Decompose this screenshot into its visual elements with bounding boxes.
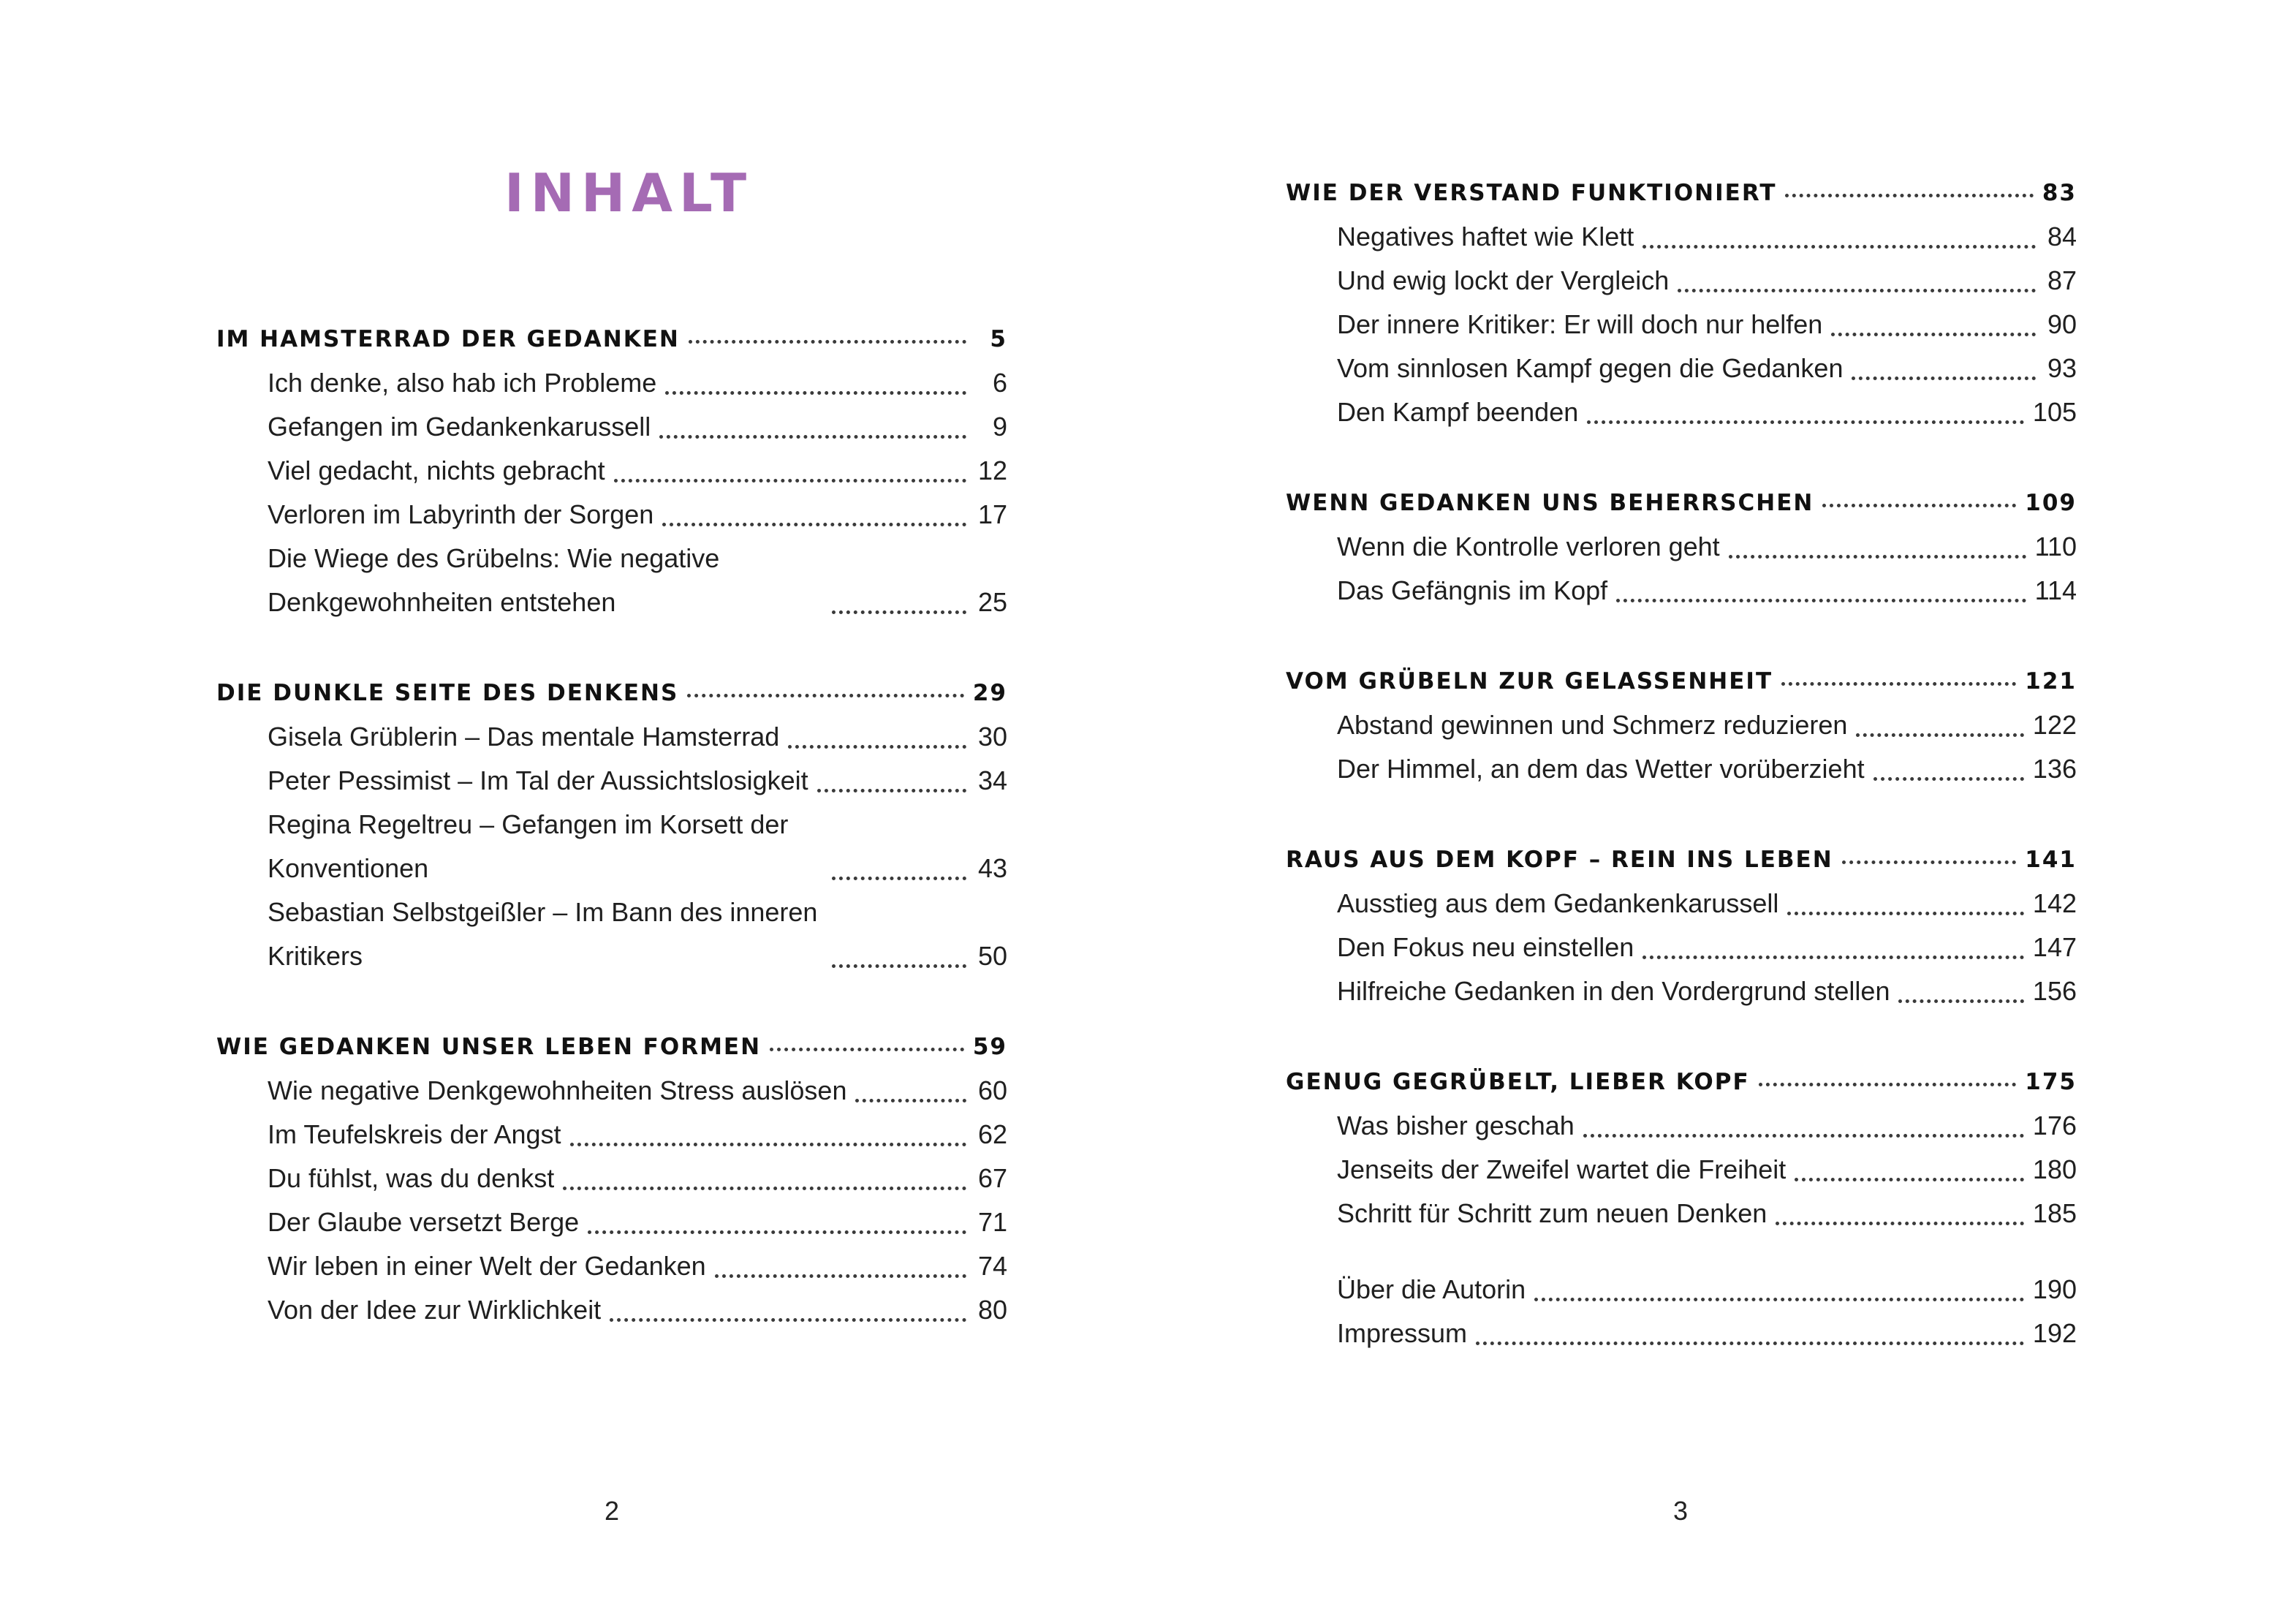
dot-leader [1856,733,2023,737]
section-title: Viel gedacht, nichts gebracht [268,455,605,485]
dot-leader [689,340,966,344]
section-title: Den Fokus neu einstellen [1337,932,1634,962]
dot-leader [687,694,964,697]
section-list [216,361,1007,624]
chapter-entry[interactable] [216,309,1007,352]
section-page: 156 [2032,976,2077,1006]
chapter-title: VOM GRÜBELN ZUR GELASSENHEIT [1286,668,1773,695]
dot-leader [1785,194,2033,197]
toc-left [216,309,1007,1370]
section-list [1286,525,2077,613]
chapter-page: 83 [2042,180,2077,206]
chapter-page: 121 [2025,668,2077,695]
section-title: Gisela Grüblerin – Das mentale Hamsterrad [268,722,780,752]
dot-leader [715,1274,966,1278]
toc-chapter [216,1016,1007,1332]
section-title: Ich denke, also hab ich Probleme [268,368,657,398]
section-page: 12 [977,455,1007,485]
chapter-title: GENUG GEGRÜBELT, LIEBER KOPF [1286,1069,1750,1095]
section-title: Verloren im Labyrinth der Sorgen [268,499,654,529]
chapter-entry[interactable] [1286,829,2077,873]
section-page: 87 [2047,265,2077,295]
toc-chapter [1286,472,2077,613]
chapter-entry[interactable] [1286,472,2077,516]
section-entry[interactable] [1337,569,2077,613]
dot-leader [1787,912,2024,915]
dot-leader [1781,682,2016,686]
dot-leader [832,877,966,880]
section-page: 34 [977,765,1007,795]
section-entry[interactable] [268,715,1007,759]
section-page: 142 [2032,888,2077,918]
section-entry[interactable] [268,1069,1007,1113]
chapter-title: WIE GEDANKEN UNSER LEBEN FORMEN [216,1034,762,1060]
chapter-entry[interactable] [1286,1051,2077,1095]
section-page: 50 [977,941,1007,971]
section-title: Im Teufelskreis der Angst [268,1119,561,1149]
section-entry[interactable] [1337,215,2077,259]
section-entry[interactable] [1337,882,2077,926]
section-entry[interactable] [1337,347,2077,390]
section-title: Du fühlst, was du denkst [268,1163,555,1193]
section-page: 43 [977,853,1007,883]
section-page: 71 [977,1207,1007,1237]
section-title: Das Gefängnis im Kopf [1337,575,1608,605]
section-title: Regina Regeltreu – Gefangen im Korsett der Konventionen [268,809,789,883]
section-entry[interactable] [268,1288,1007,1332]
chapter-title: WIE DER VERSTAND FUNKTIONIERT [1286,180,1777,206]
toc-chapter [1286,1051,2077,1236]
toc-extras [1286,1268,2077,1355]
section-entry[interactable] [1337,703,2077,747]
dot-leader [1898,999,2023,1003]
section-page: 93 [2047,353,2077,383]
dot-leader [563,1187,966,1190]
section-title: Negatives haftet wie Klett [1337,222,1634,251]
chapter-entry[interactable] [1286,162,2077,206]
dot-leader [1616,599,2026,602]
section-page: 114 [2034,575,2077,605]
section-page: 122 [2032,710,2077,740]
section-entry[interactable] [1337,303,2077,347]
page-number: 2 [605,1496,620,1526]
section-page: 17 [977,499,1007,529]
section-page: 60 [977,1075,1007,1105]
dot-leader [1822,504,2016,507]
section-title: Ausstieg aus dem Gedankenkarussell [1337,888,1779,918]
section-title: Der innere Kritiker: Er will doch nur helfen [1337,309,1823,339]
extras-list [1286,1268,2077,1355]
dot-leader [1643,245,2036,249]
section-entry[interactable] [268,1200,1007,1244]
section-title: Peter Pessimist – Im Tal der Aussichtslosigkeit [268,765,808,795]
section-title: Abstand gewinnen und Schmerz reduzieren [1337,710,1848,740]
section-page: 6 [992,368,1007,398]
dot-leader [1759,1083,2017,1086]
chapter-page: 109 [2025,490,2077,516]
toc-title: INHALT [504,162,754,224]
dot-leader [770,1048,964,1051]
section-entry[interactable] [1337,1268,2077,1312]
section-page: 176 [2032,1111,2077,1140]
dot-leader [1776,1222,2024,1225]
section-entry[interactable] [268,1244,1007,1288]
section-page: 185 [2032,1198,2077,1228]
section-list [216,715,1007,978]
toc-chapter [1286,651,2077,791]
section-title: Was bisher geschah [1337,1111,1575,1140]
dot-leader [1729,555,2026,559]
dot-leader [610,1318,966,1322]
section-title: Der Himmel, an dem das Wetter vorüberzieht [1337,754,1865,784]
section-entry[interactable] [1337,969,2077,1013]
section-entry[interactable] [268,803,1007,890]
section-page: 80 [977,1295,1007,1325]
section-entry[interactable] [1337,1312,2077,1355]
right-page [1148,0,2296,1623]
chapter-page: 175 [2025,1069,2077,1095]
chapter-title: WENN GEDANKEN UNS BEHERRSCHEN [1286,490,1814,516]
section-entry[interactable] [268,405,1007,449]
section-page: 192 [2032,1318,2077,1348]
dot-leader [1643,956,2024,959]
chapter-page: 5 [990,326,1007,352]
dot-leader [1852,377,2036,380]
section-list [1286,215,2077,434]
section-page: 62 [977,1119,1007,1149]
section-entry[interactable] [1337,926,2077,969]
chapter-page: 29 [972,680,1007,706]
section-title: Wir leben in einer Welt der Gedanken [268,1251,706,1281]
section-entry[interactable] [1337,1104,2077,1148]
section-title: Über die Autorin [1337,1274,1526,1304]
section-page: 105 [2032,397,2077,427]
dot-leader [614,479,966,483]
page-number: 3 [1673,1496,1689,1526]
dot-leader [570,1143,966,1146]
section-title: Der Glaube versetzt Berge [268,1207,580,1237]
section-page: 84 [2047,222,2077,251]
section-entry[interactable] [1337,390,2077,434]
chapter-title: IM HAMSTERRAD DER GEDANKEN [216,326,680,352]
section-title: Sebastian Selbstgeißler – Im Bann des inneren Kritikers [268,897,818,971]
section-page: 74 [977,1251,1007,1281]
section-entry[interactable] [1337,1148,2077,1192]
section-page: 90 [2047,309,2077,339]
section-title: Und ewig lockt der Vergleich [1337,265,1670,295]
section-title: Hilfreiche Gedanken in den Vordergrund stellen [1337,976,1890,1006]
section-page: 147 [2032,932,2077,962]
section-page: 180 [2032,1154,2077,1184]
section-page: 9 [992,412,1007,442]
section-title: Jenseits der Zweifel wartet die Freiheit [1337,1154,1787,1184]
dot-leader [1831,333,2036,336]
section-title: Den Kampf beenden [1337,397,1579,427]
section-list [1286,703,2077,791]
section-entry[interactable] [268,449,1007,493]
chapter-title: RAUS AUS DEM KOPF – REIN INS LEBEN [1286,847,1833,873]
section-list [1286,882,2077,1013]
section-entry[interactable] [1337,747,2077,791]
dot-leader [1534,1298,2024,1301]
section-page: 136 [2032,754,2077,784]
dot-leader [665,391,966,395]
dot-leader [817,789,966,792]
dot-leader [1842,860,2017,864]
section-page: 25 [977,587,1007,617]
section-page: 110 [2034,531,2077,561]
dot-leader [832,964,966,968]
chapter-entry[interactable] [216,1016,1007,1060]
section-title: Wie negative Denkgewohnheiten Stress auslösen [268,1075,847,1105]
section-title: Vom sinnlosen Kampf gegen die Gedanken [1337,353,1844,383]
dot-leader [855,1099,966,1102]
dot-leader [588,1230,966,1234]
section-title: Die Wiege des Grübelns: Wie negative Denkgewohnheiten entstehen [268,543,720,617]
dot-leader [1476,1342,2024,1345]
section-list [216,1069,1007,1332]
toc-chapter [1286,162,2077,434]
section-title: Gefangen im Gedankenkarussell [268,412,651,442]
section-page: 67 [977,1163,1007,1193]
section-entry[interactable] [268,493,1007,537]
section-page: 190 [2032,1274,2077,1304]
toc-right [1286,162,2077,1393]
dot-leader [1678,289,2036,292]
section-entry[interactable] [1337,259,2077,303]
chapter-page: 141 [2025,847,2077,873]
section-entry[interactable] [268,890,1007,978]
section-title: Schritt für Schritt zum neuen Denken [1337,1198,1768,1228]
section-title: Von der Idee zur Wirklichkeit [268,1295,602,1325]
dot-leader [1583,1134,2024,1138]
chapter-page: 59 [972,1034,1007,1060]
section-list [1286,1104,2077,1236]
dot-leader [662,523,966,526]
section-entry[interactable] [268,1157,1007,1200]
section-entry[interactable] [268,759,1007,803]
section-entry[interactable] [1337,1192,2077,1236]
section-entry[interactable] [268,537,1007,624]
dot-leader [832,610,966,614]
dot-leader [1873,777,2024,781]
section-entry[interactable] [1337,525,2077,569]
dot-leader [1795,1178,2024,1181]
chapter-title: DIE DUNKLE SEITE DES DENKENS [216,680,679,706]
toc-chapter [1286,829,2077,1013]
section-entry[interactable] [268,1113,1007,1157]
dot-leader [788,745,966,749]
dot-leader [1587,420,2024,424]
chapter-entry[interactable] [216,662,1007,706]
section-title: Impressum [1337,1318,1468,1348]
toc-chapter [216,309,1007,624]
section-title: Wenn die Kontrolle verloren geht [1337,531,1720,561]
section-page: 30 [977,722,1007,752]
section-entry[interactable] [268,361,1007,405]
toc-chapter [216,662,1007,978]
dot-leader [659,435,966,439]
chapter-entry[interactable] [1286,651,2077,695]
